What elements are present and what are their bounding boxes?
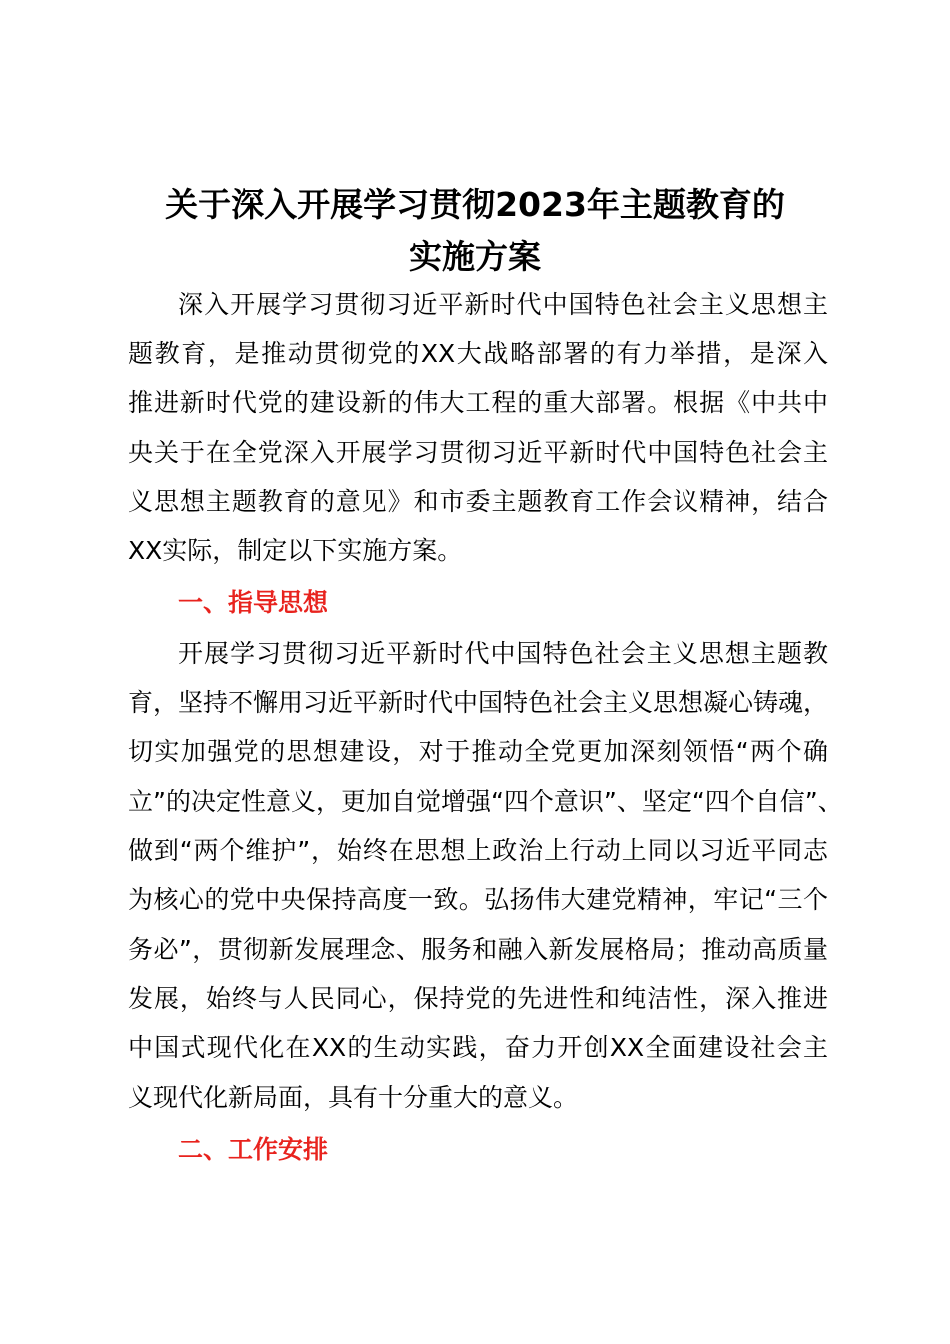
section1-line: 立”的决定性意义，更加自觉增强“四个意识”、坚定“四个自信”、: [128, 787, 843, 816]
intro-line: 深入开展学习贯彻习近平新时代中国特色社会主义思想主: [178, 290, 828, 319]
intro-line: 央关于在全党深入开展学习贯彻习近平新时代中国特色社会主: [128, 438, 828, 467]
intro-line: 义思想主题教育的意见》和市委主题教育工作会议精神，结合: [128, 487, 828, 516]
section1-line: 发展，始终与人民同心，保持党的先进性和纯洁性，深入推进: [128, 984, 828, 1013]
intro-line: XX实际，制定以下实施方案。: [128, 536, 463, 565]
section1-line: 义现代化新局面，具有十分重大的意义。: [128, 1083, 579, 1112]
section1-line: 切实加强党的思想建设，对于推动全党更加深刻领悟“两个确: [128, 737, 828, 766]
section1-line: 做到“两个维护”，始终在思想上政治上行动上同以习近平同志: [128, 836, 828, 865]
section1-line: 育，坚持不懈用习近平新时代中国特色社会主义思想凝心铸魂，: [128, 688, 829, 717]
section-heading-guiding-ideology: 一、指导思想: [178, 588, 329, 617]
section1-line: 为核心的党中央保持高度一致。弘扬伟大建党精神，牢记“三个: [128, 885, 828, 914]
document-title-line-2: 实施方案: [409, 237, 541, 276]
section1-line: 中国式现代化在XX的生动实践，奋力开创XX全面建设社会主: [128, 1033, 828, 1062]
section-heading-work-arrangement: 二、工作安排: [178, 1135, 329, 1164]
section1-line: 务必”，贯彻新发展理念、服务和融入新发展格局；推动高质量: [128, 935, 828, 964]
section1-line: 开展学习贯彻习近平新时代中国特色社会主义思想主题教: [178, 639, 828, 668]
intro-line: 题教育，是推动贯彻党的XX大战略部署的有力举措，是深入: [128, 339, 828, 368]
intro-line: 推进新时代党的建设新的伟大工程的重大部署。根据《中共中: [128, 388, 828, 417]
document-title-line-1: 关于深入开展学习贯彻2023年主题教育的: [165, 185, 785, 224]
